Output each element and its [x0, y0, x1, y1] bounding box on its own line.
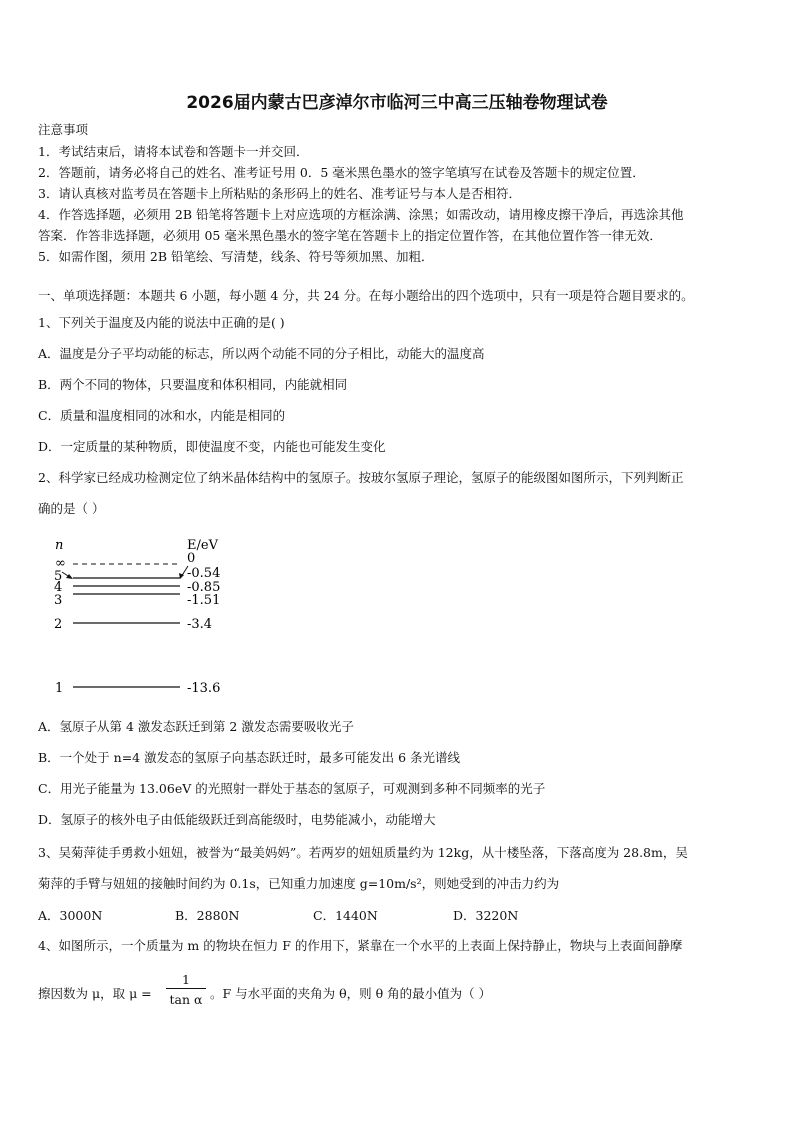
- level-5-e: -0.54: [187, 566, 221, 581]
- question-4-stem-line2-a: 擦因数为 μ，取 μ =: [38, 986, 152, 1001]
- notice-item-5: 5．如需作图，须用 2B 铅笔绘、写清楚，线条、符号等须加黑、加粗．: [38, 249, 434, 264]
- page-title: 2026届内蒙古巴彦淖尔市临河三中高三压轴卷物理试卷: [186, 93, 608, 113]
- n-axis-label: n: [55, 538, 64, 553]
- question-1-stem: 1、下列关于温度及内能的说法中正确的是( ): [38, 315, 285, 330]
- question-3-option-a: A．3000N: [38, 908, 103, 923]
- question-2-option-d: D．氢原子的核外电子由低能级跃迁到高能级时，电势能减小，动能增大: [38, 812, 436, 827]
- left-arrow-head: [66, 574, 73, 579]
- level-4-e: -0.85: [187, 580, 221, 595]
- level-5-n: 5: [54, 569, 63, 584]
- question-3-option-c: C．1440N: [313, 908, 378, 923]
- level-inf-n: ∞: [55, 556, 66, 571]
- question-2-option-c: C．用光子能量为 13.06eV 的光照射一群处于基态的氢原子，可观测到多种不同频率的光子: [38, 781, 546, 796]
- question-3-option-b: B．2880N: [175, 908, 240, 923]
- question-4-stem-line1: 4、如图所示，一个质量为 m 的物块在恒力 F 的作用下，紧靠在一个水平的上表面上保持静止，物块与上表面间静摩: [38, 938, 683, 953]
- level-4-n: 4: [54, 580, 63, 595]
- fraction-numerator: 1: [182, 972, 190, 987]
- question-3-option-d: D．3220N: [453, 908, 519, 923]
- level-3-n: 3: [54, 593, 63, 608]
- notice-item-4-cont: 答案．作答非选择题，必须用 05 毫米黑色墨水的签字笔在答题卡上的指定位置作答，在其他位置作答一律无效．: [38, 228, 662, 243]
- question-1-option-a: A．温度是分子平均动能的标志，所以两个动能不同的分子相比，动能大的温度高: [38, 346, 485, 361]
- level-1-n: 1: [55, 681, 64, 696]
- level-1-e: -13.6: [187, 681, 221, 696]
- question-2-option-b: B．一个处于 n=4 激发态的氢原子向基态跃迁时，最多可能发出 6 条光谱线: [38, 750, 461, 765]
- notice-item-2: 2．答题前，请务必将自己的姓名、准考证号用 0．5 毫米黑色墨水的签字笔填写在试卷及答题卡的规定位置．: [38, 165, 645, 180]
- notice-heading: 注意事项: [38, 122, 89, 137]
- section-heading: 一、单项选择题：本题共 6 小题，每小题 4 分，共 24 分。在每小题给出的四个选项中，只有一项是符合题目要求的。: [38, 288, 694, 303]
- level-2-e: -3.4: [187, 617, 213, 632]
- question-1-option-c: C．质量和温度相同的冰和水，内能是相同的: [38, 408, 286, 423]
- energy-level-diagram: [40, 532, 260, 702]
- question-2-stem-line1: 2、科学家已经成功检测定位了纳米晶体结构中的氢原子。按玻尔氢原子理论，氢原子的能级图如图所示，下列判断正: [38, 470, 684, 485]
- question-1-option-b: B．两个不同的物体，只要温度和体积相同，内能就相同: [38, 377, 348, 392]
- fraction-denominator: tan α: [169, 992, 203, 1007]
- question-4-stem-line2-b: 。F 与水平面的夹角为 θ，则 θ 角的最小值为（ ）: [210, 986, 492, 1001]
- level-3-e: -1.51: [187, 593, 221, 608]
- question-2-option-a: A．氢原子从第 4 激发态跃迁到第 2 激发态需要吸收光子: [38, 719, 354, 734]
- notice-item-3: 3．请认真核对监考员在答题卡上所粘贴的条形码上的姓名、准考证号与本人是否相符．: [38, 186, 521, 201]
- level-2-n: 2: [54, 617, 63, 632]
- question-2-stem-line2: 确的是（ ）: [38, 501, 105, 516]
- question-1-option-d: D．一定质量的某种物质，即使温度不变，内能也可能发生变化: [38, 439, 386, 454]
- level-inf-e: 0: [187, 551, 196, 566]
- e-axis-label: E/eV: [187, 538, 218, 553]
- question-3-stem-line2: 菊萍的手臂与妞妞的接触时间约为 0.1s，已知重力加速度 g=10m/s²，则她受到的冲击力约为: [38, 876, 560, 891]
- notice-item-4: 4．作答选择题，必须用 2B 铅笔将答题卡上对应选项的方框涂满、涂黑；如需改动，请用橡皮擦干净后，再选涂其他: [38, 207, 684, 222]
- fraction-bar: [166, 988, 206, 989]
- question-3-stem-line1: 3、吴菊萍徒手勇救小妞妞，被誉为“最美妈妈”。若两岁的妞妞质量约为 12kg，从十楼坠落，下落高度为 28.8m，吴: [38, 845, 688, 860]
- notice-item-1: 1．考试结束后，请将本试卷和答题卡一并交回．: [38, 144, 309, 159]
